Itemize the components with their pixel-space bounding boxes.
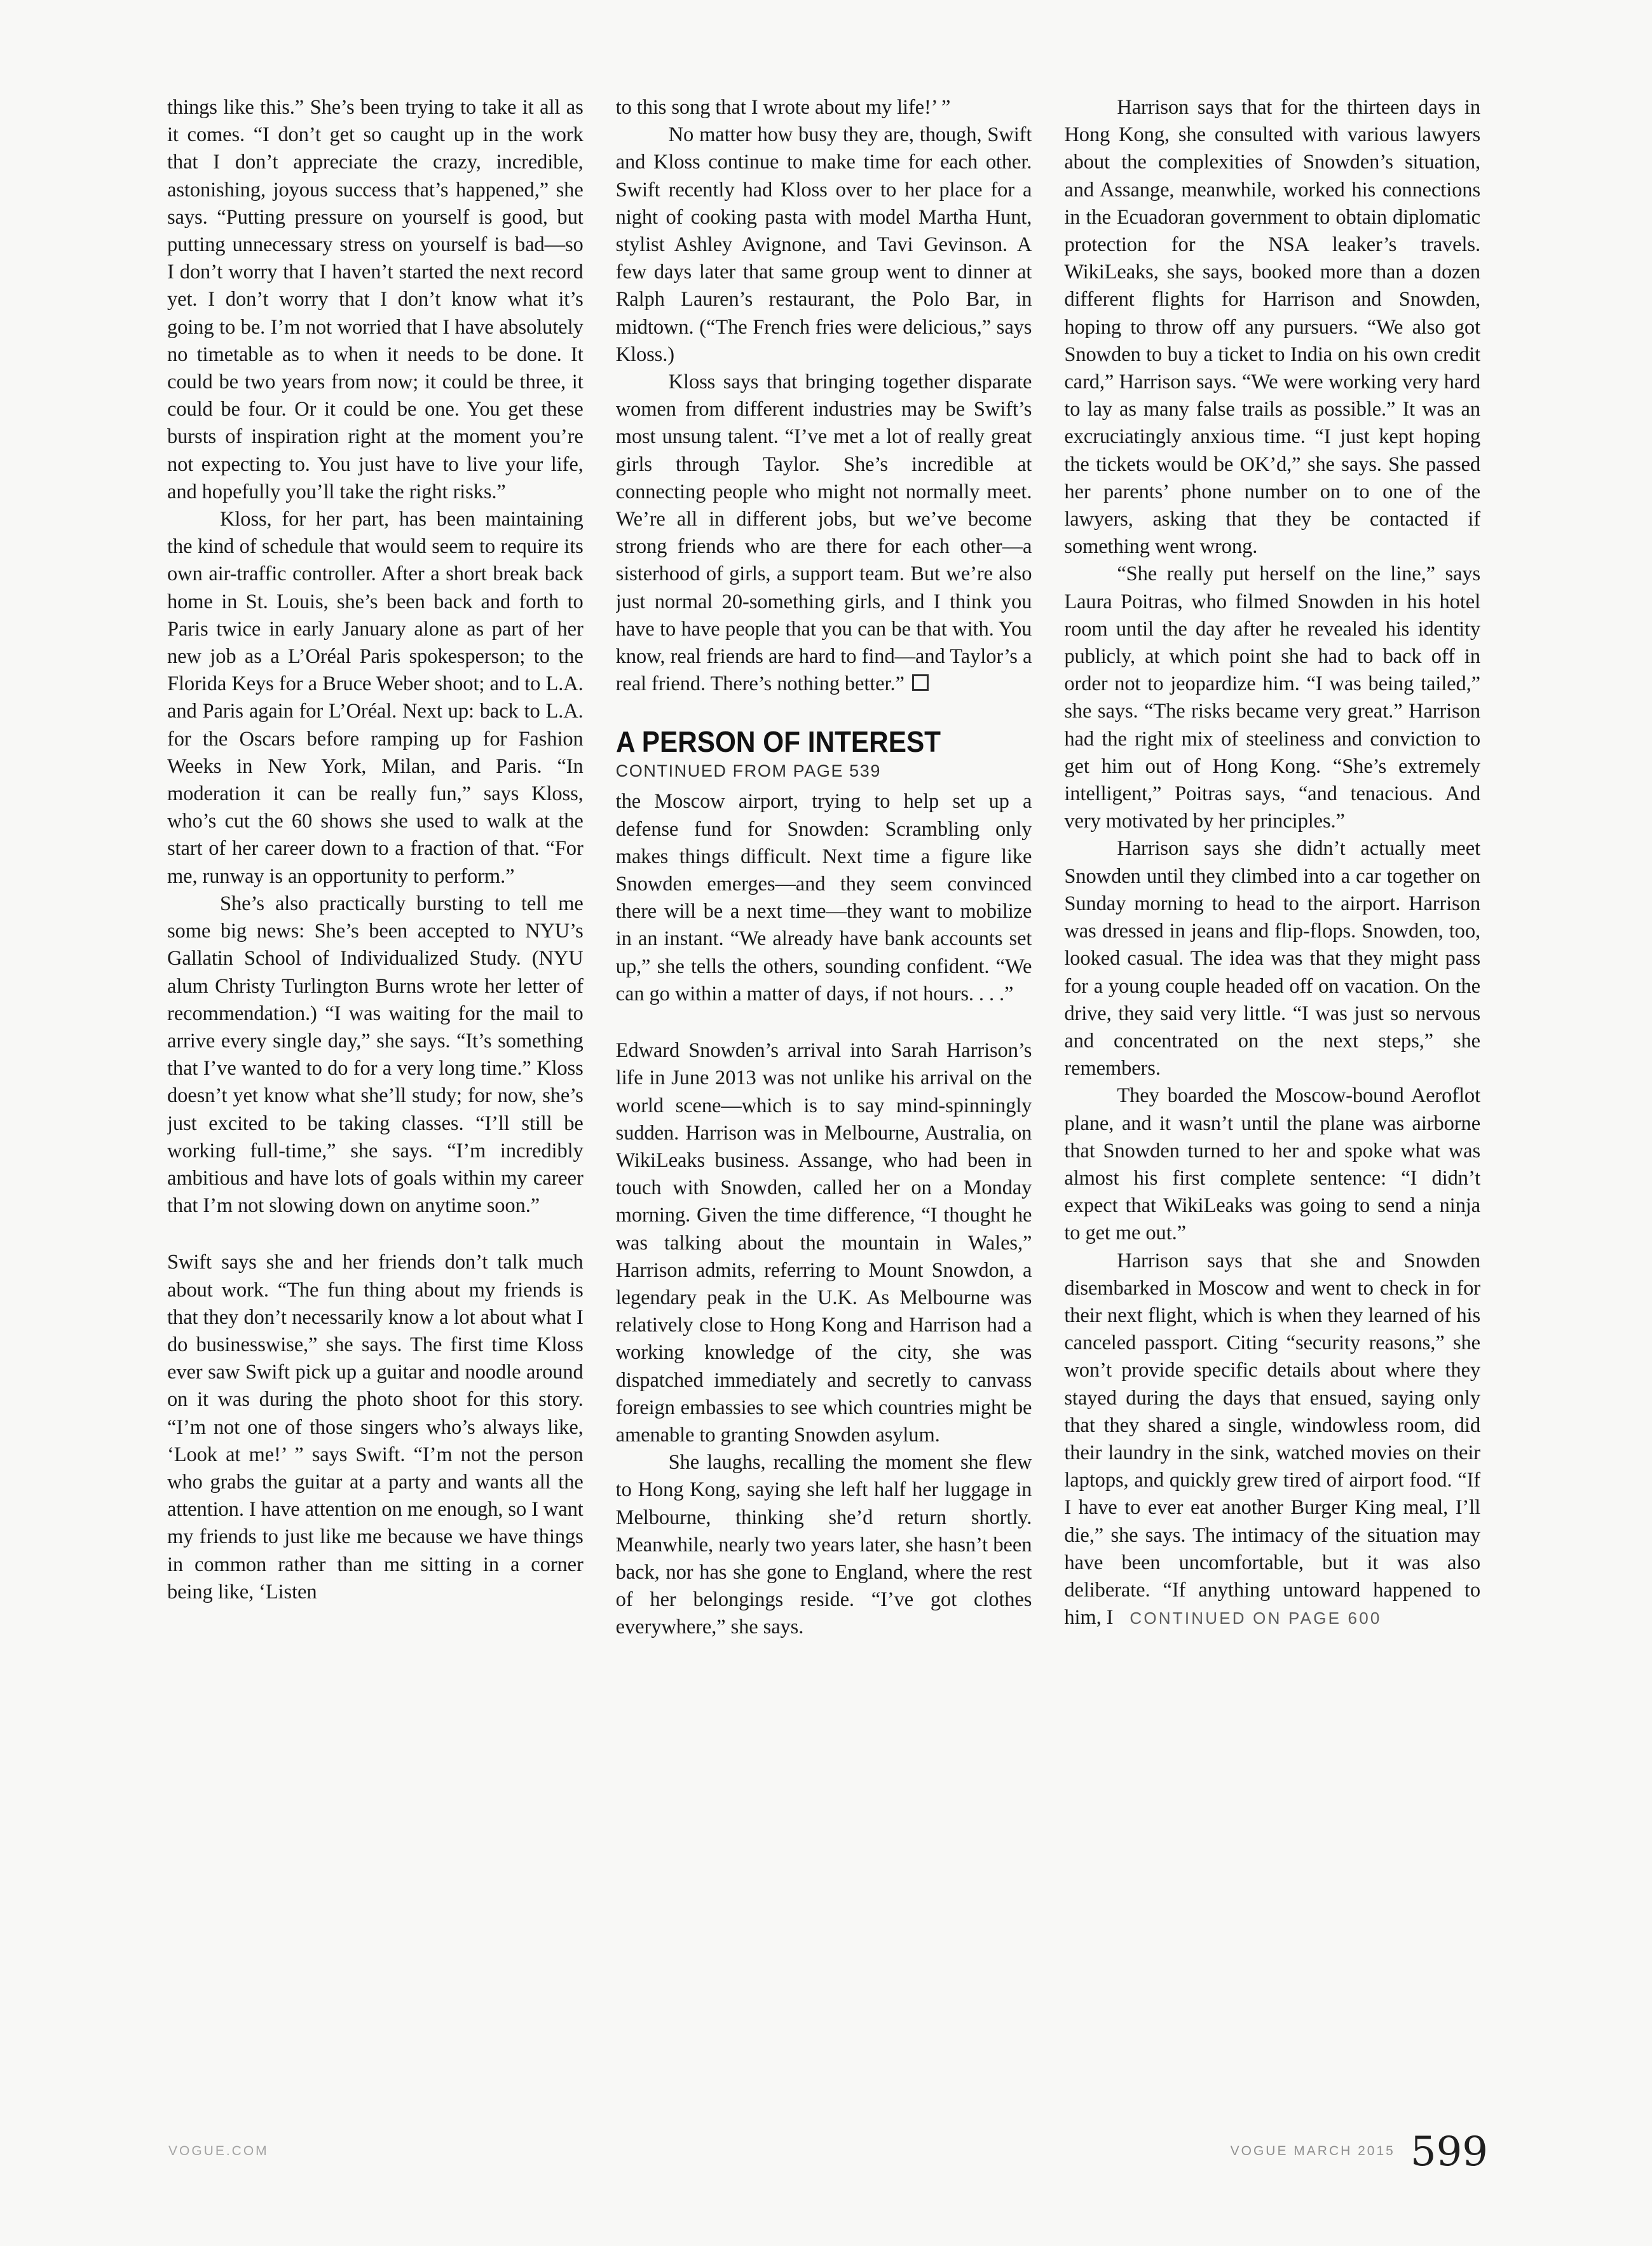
paragraph: things like this.” She’s been trying to take it all as it comes. “I don’t get so caught up in the work that I don’t appreciate the crazy, incredible, astonishing, joyous success that’s happened,” she says. “Putting pressure on yourself is good, but putting unnecessary stress on yourself is bad—so I don’t worry that I haven’t started the next record yet. I don’t worry that I don’t know what it’s going to be. I’m not worried that I have absolutely no timetable as to when it needs to be done. It could be two years from now; it could be three, it could be four. Or it could be one. You get these bursts of inspiration right at the moment you’re not expecting to. You just have to live your life, and hopefully you’ll take the right risks.” [167, 96, 584, 503]
paragraph: They boarded the Moscow-bound Aeroflot plane, and it wasn’t until the plane was airborne that Snowden turned to her and spoke what was almost his first complete sentence: “I didn’t expect that WikiLeaks was going to send a ninja to get me out.” [1064, 1084, 1481, 1245]
end-of-article-marker [912, 674, 929, 691]
paragraph: She’s also practically bursting to tell me some big news: She’s been accepted to NYU’s Gallatin School of Individualized Study. (NYU alum Christy Turlington Burns wrote her letter of recommendation.) “I was waiting for the mail to arrive every single day,” she says. “It’s something that I’ve wanted to do for a very long time.” Kloss doesn’t yet know what she’ll study; for now, she’s just excited to be taking classes. “I’ll still be working full-time,” she says. “I’m incredibly ambitious and have lots of goals within my career that I’m not slowing down on anytime soon.” [167, 892, 584, 1218]
column-2 [616, 94, 1032, 2112]
paragraph: the Moscow airport, trying to help set up a defense fund for Snowden: Scrambling only makes things difficult. Next time a figure like Snowden emerges—and they seem convinced there will be a next time—they want to mobilize in an instant. “We already have bank accounts set up,” she tells the others, sounding confident. “We can go within a matter of days, if not hours. . . .” [615, 790, 1032, 1005]
paragraph: Harrison says that for the thirteen days in Hong Kong, she consulted with various lawyers about the complexities of Snowden’s situation, and Assange, meanwhile, worked his connections in the Ecuadoran government to obtain diplomatic protection for the NSA leaker’s travels. WikiLeaks, she says, booked more than a dozen different flights for Harrison and Snowden, hoping to throw off any pursuers. “We also got Snowden to buy a ticket to India on his own credit card,” Harrison says. “We were working very hard to lay as many false trails as possible.” It was an excruciatingly anxious time. “I just kept hoping the tickets would be OK’d,” she says. She passed her parents’ phone number on to one of the lawyers, asking that they be contacted if something went wrong. [1064, 96, 1481, 559]
paragraph: No matter how busy they are, though, Swift and Kloss continue to make time for each other. Swift recently had Kloss over to her place for a night of cooking pasta with model Martha Hunt, stylist Ashley Avignone, and Tavi Gevinson. A few days later that same group went to dinner at Ralph Lauren’s restaurant, the Polo Bar, in midtown. (“The French fries were delicious,” says Kloss.) [615, 123, 1032, 366]
page-number: 599 [1410, 2128, 1488, 2175]
issue-label: VOGUE MARCH 2015 [1230, 2144, 1395, 2158]
paragraph: Harrison says that she and Snowden disembarked in Moscow and went to check in for their next flight, which is when they learned of his canceled passport. Citing “security reasons,” she won’t provide specific details about where they stayed during the days that ensued, saying only that they shared a single, windowless room, did their laundry in the sink, watched movies on their laptops, and quickly grew tired of airport food. “If I have to ever eat another Burger King meal, I’ll die,” she says. The intimacy of the situation may have been uncomfortable, but it was also deliberate. “If anything untoward happened to him, I CONTINUED ON PAGE 600 [1064, 1249, 1481, 1630]
page-footer [168, 2121, 1488, 2175]
continued-on-label: CONTINUED ON PAGE 600 [1130, 1609, 1382, 1628]
paragraph: to this song that I wrote about my life!’ ” [615, 96, 951, 119]
site-url: VOGUE.COM [168, 2144, 269, 2158]
paragraph: Kloss, for her part, has been maintaining the kind of schedule that would seem to require its own air-traffic controller. After a short break back home in St. Louis, she’s been back and forth to Paris twice in early January alone as part of her new job as a L’Oréal Paris spokesperson; to the Florida Keys for a Bruce Weber shoot; and to L.A. and Paris again for L’Oréal. Next up: back to L.A. for the Oscars before ramping up for Fashion Weeks in New York, Milan, and Paris. “In moderation it can be really fun,” says Kloss, who’s cut the 60 shows she used to walk at the start of her career down to a fraction of that. “For me, runway is an opportunity to perform.” [167, 508, 584, 888]
paragraph: Kloss says that bringing together disparate women from different industries may be Swift’s most unsung talent. “I’ve met a lot of really great girls through Taylor. She’s incredible at connecting people who might not normally meet. We’re all in different jobs, but we’ve become strong friends who are there for each other—a sisterhood of girls, a support team. But we’re also just normal 20-something girls, and I think you have to have people that you can be that with. You know, real friends are hard to find—and Taylor’s a real friend. There’s nothing better.” [615, 371, 1032, 696]
section-header: A PERSON OF INTEREST [615, 725, 941, 759]
column-3 [1064, 94, 1480, 2112]
column-1 [167, 94, 584, 2112]
footer-right [1230, 2121, 1488, 2175]
paragraph: Harrison says she didn’t actually meet Snowden until they climbed into a car together on Sunday morning to head to the airport. Harrison was dressed in jeans and flip-flops. Snowden, too, looked casual. The idea was that they might pass for a young couple headed off on vacation. On the drive, they said very little. “I was just so nervous and concentrated on the next steps,” she remembers. [1064, 837, 1481, 1080]
paragraph: She laughs, recalling the moment she flew to Hong Kong, saying she left half her luggage in Melbourne, thinking she’d return shortly. Meanwhile, nearly two years later, she hasn’t been back, nor has she gone to England, where the rest of her belongings reside. “I’ve got clothes everywhere,” she says. [615, 1451, 1032, 1639]
article-columns [167, 94, 1480, 2112]
paragraph: “She really put herself on the line,” says Laura Poitras, who filmed Snowden in his hotel room until the day after he revealed his identity publicly, at which point she had to back off in order not to jeopardize him. “I was being tailed,” she says. “The risks became very great.” Harrison had the right mix of steeliness and conviction to get him out of Hong Kong. “She’s extremely intelligent,” Poitras says, “and tenacious. And very motivated by her principles.” [1064, 562, 1481, 833]
paragraph: Swift says she and her friends don’t talk much about work. “The fun thing about my friends is that they don’t necessarily know a lot about what I do businesswise,” she says. The first time Kloss ever saw Swift pick up a guitar and noodle around on it was during the photo shoot for this story. “I’m not one of those singers who’s always like, ‘Look at me!’ ” says Swift. “I’m not the person who grabs the guitar at a party and wants all the attention. I have attention on me enough, so I want my friends to just like me because we have things in common rather than me sitting in a corner being like, ‘Listen [167, 1251, 584, 1603]
paragraph: Edward Snowden’s arrival into Sarah Harrison’s life in June 2013 was not unlike his arrival on the world scene—which is to say mind-spinningly sudden. Harrison was in Melbourne, Australia, on WikiLeaks business. Assange, who had been in touch with Snowden, called her on a Monday morning. Given the time difference, “I thought he was talking about the mountain in Wales,” Harrison admits, referring to Mount Snowdon, a legendary peak in the U.K. As Melbourne was relatively close to Hong Kong and Harrison had a working knowledge of the city, she was dispatched immediately and secretly to canvass foreign embassies to see which countries might be amenable to granting Snowden asylum. [615, 1039, 1032, 1446]
continued-from-kicker: CONTINUED FROM PAGE 539 [615, 761, 882, 781]
